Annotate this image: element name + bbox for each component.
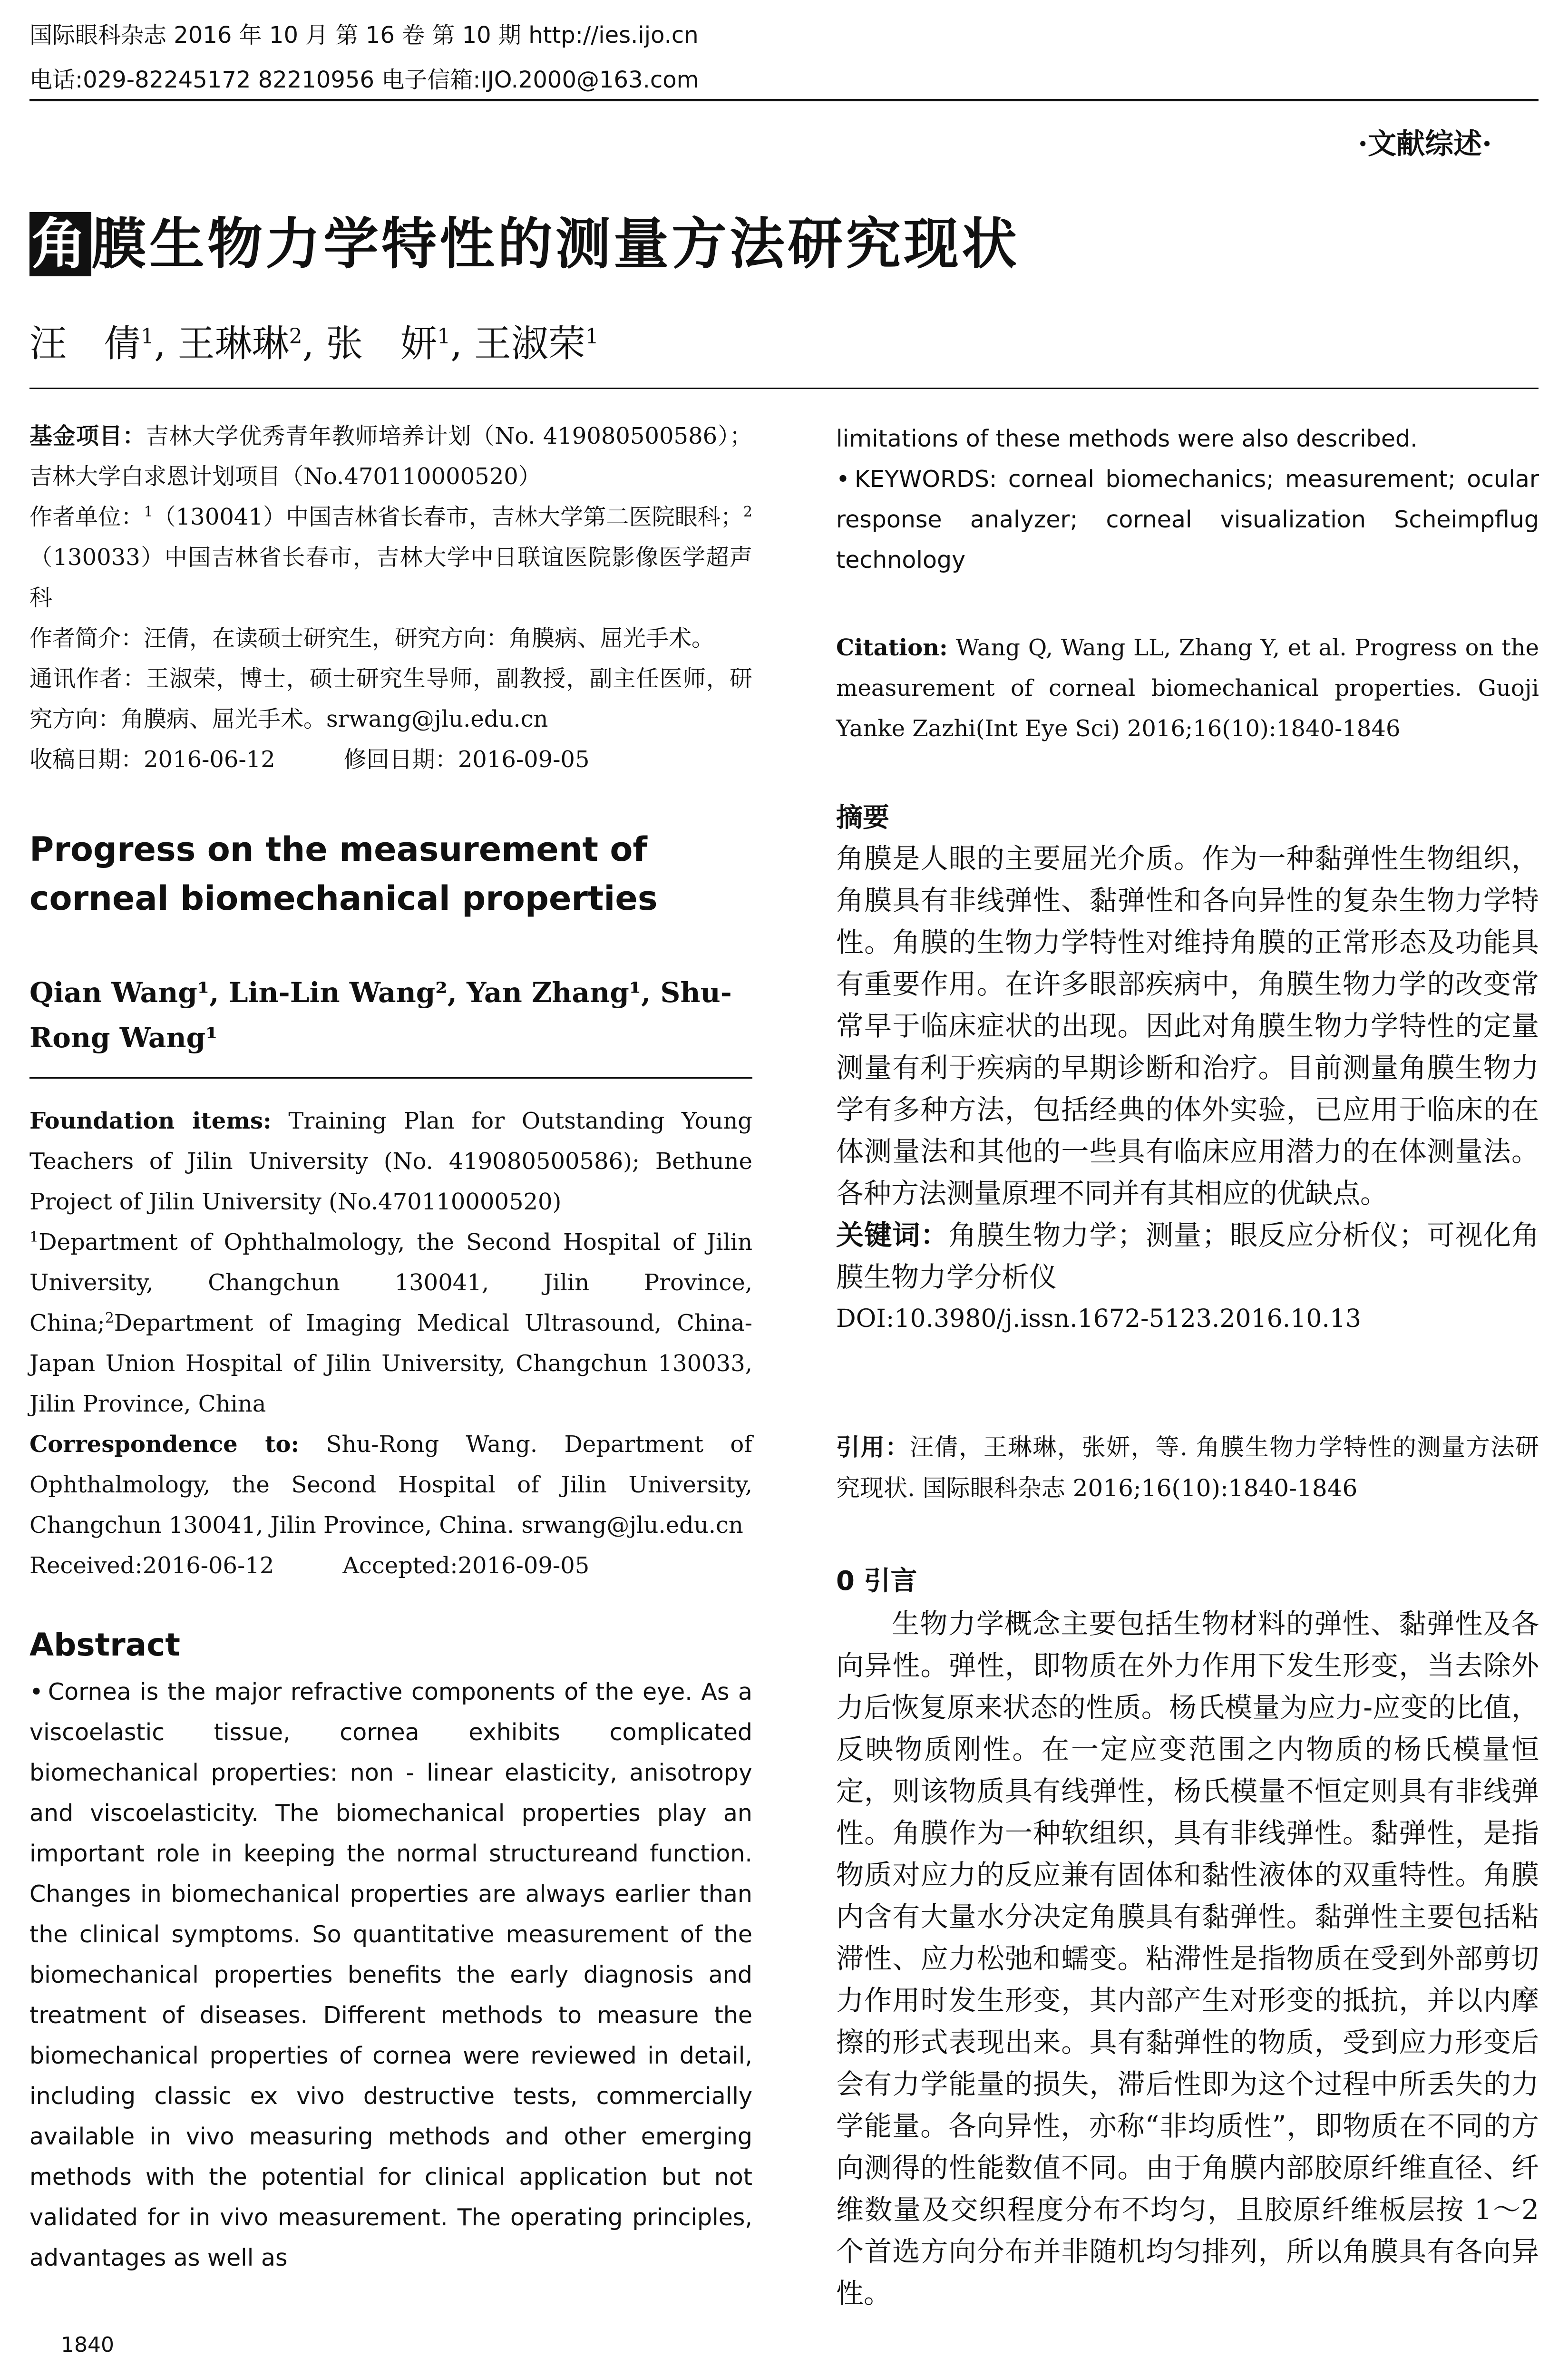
left-column [29, 416, 752, 780]
author-affil-sup: 2 [289, 324, 302, 349]
right-column [836, 419, 1539, 580]
yinyong-label: 引用： [836, 1433, 910, 1461]
author-affil-sup: 1 [141, 324, 155, 349]
authors-rule [29, 388, 1539, 389]
bullet-icon: • [836, 466, 850, 493]
citation-text: Wang Q, Wang LL, Zhang Y, et al. Progress on the measurement of corneal biomechanical properties. Guoji Yanke Zazhi(Int Eye Sci) 2016;16(10):1840-1846 [836, 634, 1539, 742]
dept-2: Department of Imaging Medical Ultrasound, China-Japan Union Hospital of Jilin University, Changchun 130033, Jilin Province, China [29, 1310, 752, 1417]
dates-cn: 收稿日期：2016-06-12 修回日期：2016-09-05 [29, 746, 590, 773]
yinyong-block [836, 1427, 1539, 1509]
chinese-abstract-block [836, 797, 1539, 1340]
fund-text: 吉林大学优秀青年教师培养计划（No. 419080500586）；吉林大学白求恩计划项目（No.470110000520） [29, 423, 752, 490]
author-cn: 王琳琳 [177, 322, 289, 365]
correspondence-en [29, 1424, 752, 1546]
dept-1: Department of Ophthalmology, the Second Hospital of Jilin University, Changchun 130041, Jilin Province, China; [29, 1229, 752, 1336]
title-first-char: 角 [29, 212, 91, 276]
page-number: 1840 [61, 2333, 114, 2357]
author-affil-sup: 1 [437, 324, 451, 349]
author-affil-sup: 1 [585, 324, 599, 349]
paper-title-en: Progress on the measurement of corneal biomechanical properties [29, 830, 658, 918]
affiliation-block: 作者单位：$^1$（130041）中国吉林省长春市，吉林大学第二医院眼科；$^2$（130033）中国吉林省长春市，吉林大学中日联谊医院影像医学超声科 [29, 504, 752, 611]
correspondence-text: Shu-Rong Wang. Department of Ophthalmology, the Second Hospital of Jilin University, Changchun 130041, Jilin Province, China. srwang@jlu.edu.cn [29, 1431, 752, 1539]
author-cn: 张 妍 [326, 322, 438, 365]
received-dates: Received:2016-06-12 Accepted:2016-09-05 [29, 1552, 590, 1579]
abstract-heading: Abstract [29, 1627, 180, 1663]
intro-heading: 0 引言 [836, 1566, 917, 1597]
intro-text [836, 1603, 1539, 2314]
unit-text-2: （130033）中国吉林省长春市，吉林大学中日联谊医院影像医学超声科 [29, 544, 752, 611]
keywords-cn-text: 角膜生物力学；测量；眼反应分析仪；可视化角膜生物力学分析仪 [836, 1219, 1539, 1293]
keywords-cn-label: 关键词： [836, 1219, 949, 1251]
keywords-cn [836, 1214, 1539, 1298]
author-cn: 汪 倩 [29, 322, 141, 365]
author-bio: 作者简介：汪倩，在读硕士研究生，研究方向：角膜病、屈光手术。 [29, 625, 715, 652]
yinyong-text: 汪倩，王琳琳，张妍，等. 角膜生物力学特性的测量方法研究现状. 国际眼科杂志 2016;16(10):1840-1846 [836, 1433, 1539, 1502]
english-meta-block [29, 1101, 752, 1586]
correspondence-label: Correspondence to: [29, 1431, 300, 1458]
journal-header-line1: 国际眼科杂志 2016 年 10 月 第 16 卷 第 10 期 http://ies.ijo.cn [29, 22, 699, 49]
abstract-text [29, 1672, 752, 2278]
citation-label: Citation: [836, 634, 948, 661]
keywords-en [836, 459, 1539, 580]
abstract-block [29, 1627, 752, 2278]
journal-header-line2: 电话:029-82245172 82210956 电子信箱:IJO.2000@163.com [29, 67, 699, 93]
departments: $^1$Department of Ophthalmology, the Second Hospital of Jilin University, Changchun 130041, Jilin Province, China;$^2$Department of Imaging Medical Ultrasound, China-Japan Union Hospital of Jilin University, Changchun 130033, Jilin Province, China [29, 1229, 752, 1417]
zhaiyao-text: 角膜是人眼的主要屈光介质。作为一种黏弹性生物组织，角膜具有非线弹性、黏弹性和各向异性的复杂生物力学特性。角膜的生物力学特性对维持角膜的正常形态及功能具有重要作用。在许多眼部疾病中，角膜生物力学的改变常常早于临床症状的出现。因此对角膜生物力学特性的定量测量有利于疾病的早期诊断和治疗。目前测量角膜生物力学有多种方法，包括经典的体外实验，已应用于临床的在体测量法和其他的一些具有临床应用潜力的在体测量法。各种方法测量原理不同并有其相应的优缺点。 [836, 842, 1539, 1209]
header-rule [29, 99, 1539, 101]
keywords-en-text: KEYWORDS: corneal biomechanics; measurement; ocular response analyzer; corneal visualization Scheimpflug technology [836, 466, 1539, 574]
authors-cn: 汪 倩$^1$, 王琳琳$^2$, 张 妍$^1$, 王淑荣$^1$ [29, 322, 599, 365]
foundation-label: Foundation items: [29, 1108, 272, 1134]
citation [836, 628, 1539, 749]
correspondence-cn: 通讯作者：王淑荣，博士，硕士研究生导师，副教授，副主任医师，研究方向：角膜病、屈光手术。srwang@jlu.edu.cn [29, 665, 752, 732]
intro-block [836, 1560, 1539, 2314]
fund-label: 基金项目： [29, 423, 146, 449]
left-rule [29, 1077, 752, 1079]
foundation-text: Training Plan for Outstanding Young Teachers of Jilin University (No. 419080500586); Bethune Project of Jilin University (No.470110000520) [29, 1108, 753, 1215]
foundation-items [29, 1101, 752, 1222]
unit-text-1: （130041）中国吉林省长春市，吉林大学第二医院眼科； [153, 504, 743, 530]
bullet-icon: • [29, 1678, 43, 1705]
section-tag: ·文献综述· [1358, 127, 1492, 161]
zhaiyao-heading: 摘要 [836, 802, 889, 833]
yinyong [836, 1427, 1539, 1509]
fund-block [29, 416, 752, 497]
abstract-body: Cornea is the major refractive components of the eye. As a viscoelastic tissue, cornea exhibits complicated biomechanical properties: non - linear elasticity, anisotropy and viscoelasticity. The biomechanical properties play an important role in keeping the normal structureand function. Changes in biomechanical properties are always earlier than the clinical symptoms. So quantitative measurement of the biomechanical properties benefits the early diagnosis and treatment of diseases. Different methods to measure the biomechanical properties of cornea were reviewed in detail, including classic ex vivo destructive tests, commercially available in vivo measuring methods and other emerging methods with the potential for clinical application but not validated for in vivo measurement. The operating principles, advantages as well as [29, 1678, 752, 2271]
english-authors-block [29, 970, 752, 1061]
english-title-block [29, 825, 752, 923]
intro-body: 生物力学概念主要包括生物材料的弹性、黏弹性及各向异性。弹性，即物质在外力作用下发生形变，当去除外力后恢复原来状态的性质。杨氏模量为应力-应变的比值，反映物质刚性。在一定应变范围之内物质的杨氏模量恒定，则该物质具有线弹性，杨氏模量不恒定则具有非线弹性。角膜作为一种软组织，具有非线弹性。黏弹性，是指物质对应力的反应兼有固体和黏性液体的双重特性。角膜内含有大量水分决定角膜具有黏弹性。黏弹性主要包括粘滞性、应力松弛和蠕变。粘滞性是指物质在受到外部剪切力作用时发生形变，其内部产生对形变的抵抗，并以内摩擦的形式表现出来。具有黏弹性的物质，受到应力形变后会有力学能量的损失，滞后性即为这个过程中所丢失的力学能量。各向异性，亦称“非均质性”，即物质在不同的方向测得的性能数值不同。由于角膜内部胶原纤维直径、纤维数量及交织程度分布不均匀，且胶原纤维板层按 1～2 个首选方向分布并非随机均匀排列，所以角膜具有各向异性。 [836, 1607, 1539, 2309]
abstract-continued: limitations of these methods were also described. [836, 425, 1418, 452]
paper-title-cn [29, 200, 1020, 279]
citation-block [836, 628, 1539, 749]
doi[interactable]: DOI:10.3980/j.issn.1672-5123.2016.10.13 [836, 1305, 1362, 1333]
title-rest: 膜生物力学特性的测量方法研究现状 [91, 212, 1020, 276]
authors-en: Qian Wang¹, Lin-Lin Wang², Yan Zhang¹, Shu-Rong Wang¹ [29, 976, 732, 1054]
author-cn: 王淑荣 [474, 322, 585, 365]
unit-label: 作者单位： [29, 504, 144, 530]
